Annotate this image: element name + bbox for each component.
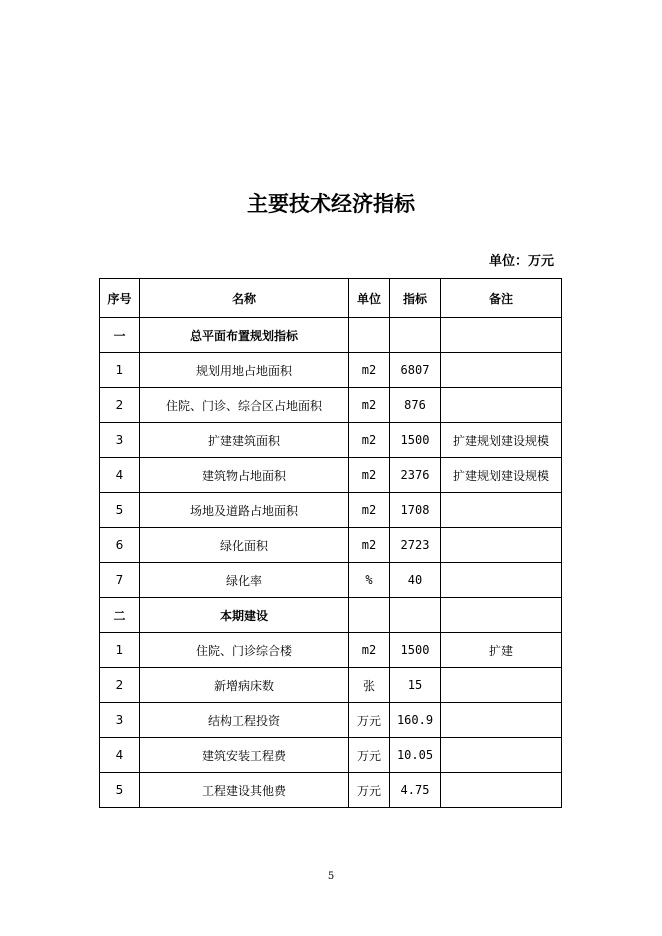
page-number: 5 <box>327 871 335 882</box>
row-value: 876 <box>390 388 441 423</box>
row-value: 6807 <box>390 353 441 388</box>
row-note <box>441 528 562 563</box>
section-number: 一 <box>100 318 140 353</box>
row-unit: m2 <box>349 493 390 528</box>
row-value: 1500 <box>390 633 441 668</box>
page-title: 主要技术经济指标 <box>247 191 415 216</box>
header-note: 备注 <box>441 279 562 318</box>
row-index: 7 <box>100 563 140 598</box>
section-name: 总平面布置规划指标 <box>140 318 349 353</box>
row-value: 2376 <box>390 458 441 493</box>
row-name: 结构工程投资 <box>140 703 349 738</box>
header-value: 指标 <box>390 279 441 318</box>
row-index: 2 <box>100 388 140 423</box>
row-index: 3 <box>100 703 140 738</box>
table-row <box>100 423 562 458</box>
section-row <box>100 318 562 353</box>
row-index: 1 <box>100 633 140 668</box>
row-name: 扩建建筑面积 <box>140 423 349 458</box>
row-value: 160.9 <box>390 703 441 738</box>
row-value: 10.05 <box>390 738 441 773</box>
row-note <box>441 388 562 423</box>
table-row <box>100 633 562 668</box>
row-name: 建筑物占地面积 <box>140 458 349 493</box>
row-unit: m2 <box>349 528 390 563</box>
section-row <box>100 598 562 633</box>
row-name: 住院、门诊、综合区占地面积 <box>140 388 349 423</box>
row-name: 新增病床数 <box>140 668 349 703</box>
section-name: 本期建设 <box>140 598 349 633</box>
row-name: 建筑安装工程费 <box>140 738 349 773</box>
row-value: 40 <box>390 563 441 598</box>
header-unit: 单位 <box>349 279 390 318</box>
table-row <box>100 738 562 773</box>
row-unit: 张 <box>349 668 390 703</box>
row-unit: 万元 <box>349 773 390 808</box>
row-value: 1500 <box>390 423 441 458</box>
row-unit: 万元 <box>349 703 390 738</box>
table-row <box>100 668 562 703</box>
row-unit: % <box>349 563 390 598</box>
table-row <box>100 703 562 738</box>
row-note <box>441 563 562 598</box>
row-name: 工程建设其他费 <box>140 773 349 808</box>
table-row <box>100 388 562 423</box>
row-note <box>441 738 562 773</box>
row-unit: 万元 <box>349 738 390 773</box>
header-name: 名称 <box>140 279 349 318</box>
row-index: 4 <box>100 738 140 773</box>
section-number: 二 <box>100 598 140 633</box>
row-note <box>441 703 562 738</box>
row-unit: m2 <box>349 353 390 388</box>
row-note: 扩建 <box>441 633 562 668</box>
row-note: 扩建规划建设规模 <box>441 458 562 493</box>
row-index: 3 <box>100 423 140 458</box>
row-name: 场地及道路占地面积 <box>140 493 349 528</box>
row-index: 2 <box>100 668 140 703</box>
row-name: 规划用地占地面积 <box>140 353 349 388</box>
row-value: 15 <box>390 668 441 703</box>
row-name: 绿化面积 <box>140 528 349 563</box>
indicator-table <box>99 278 562 808</box>
table-header-row <box>100 279 562 318</box>
table-row <box>100 773 562 808</box>
row-unit: m2 <box>349 633 390 668</box>
row-note <box>441 773 562 808</box>
row-note <box>441 493 562 528</box>
table-row <box>100 563 562 598</box>
row-note <box>441 353 562 388</box>
row-note <box>441 668 562 703</box>
row-note: 扩建规划建设规模 <box>441 423 562 458</box>
row-index: 4 <box>100 458 140 493</box>
row-value: 4.75 <box>390 773 441 808</box>
row-unit: m2 <box>349 388 390 423</box>
table-row <box>100 458 562 493</box>
row-index: 5 <box>100 773 140 808</box>
row-name: 住院、门诊综合楼 <box>140 633 349 668</box>
table-row <box>100 528 562 563</box>
table-row <box>100 353 562 388</box>
unit-label: 单位：万元 <box>488 254 554 269</box>
row-unit: m2 <box>349 423 390 458</box>
row-unit: m2 <box>349 458 390 493</box>
row-index: 6 <box>100 528 140 563</box>
header-index: 序号 <box>100 279 140 318</box>
row-index: 1 <box>100 353 140 388</box>
row-value: 1708 <box>390 493 441 528</box>
table-row <box>100 493 562 528</box>
row-value: 2723 <box>390 528 441 563</box>
row-index: 5 <box>100 493 140 528</box>
row-name: 绿化率 <box>140 563 349 598</box>
